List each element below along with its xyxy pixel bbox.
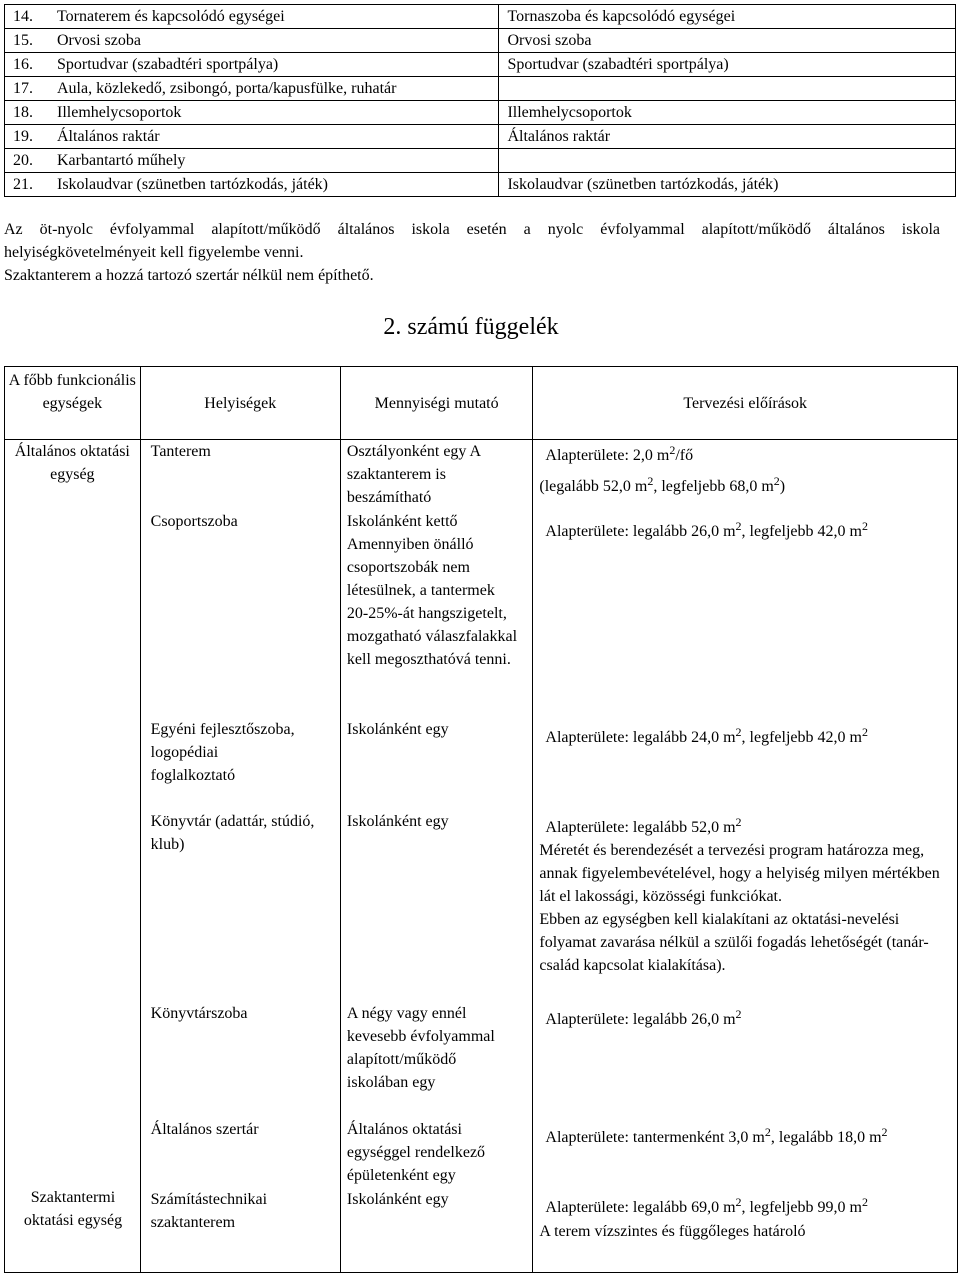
spec-tanterem-range-end: ): [779, 478, 786, 495]
spec-fejleszto-text: Alapterülete: legalább 24,0 m: [545, 729, 736, 746]
spec-tanterem: [539, 444, 949, 498]
spec-sup: 2: [735, 1007, 742, 1021]
quantity-cell: [340, 440, 533, 1273]
room-name-right: Tornaszoba és kapcsolódó egységei: [499, 5, 956, 29]
requirements-paragraph: [4, 218, 940, 287]
spec-szertar-text2: , legalább 18,0 m: [770, 1129, 882, 1146]
spec-sup: 2: [669, 443, 676, 457]
spec-tanterem-area-unit: /fő: [675, 447, 694, 464]
quantity-fejleszto: Iskolánként egy: [346, 721, 449, 738]
spec-szamitastechnika-text2: , legfeljebb 99,0 m: [741, 1199, 862, 1216]
room-number: 18.: [13, 104, 33, 121]
room-name-left: Karbantartó műhely: [57, 152, 186, 169]
spec-konyvtar: [539, 816, 949, 977]
room-number: 16.: [13, 56, 33, 73]
room-list-cell-left: [5, 53, 499, 77]
room-name-right: Illemhelycsoportok: [499, 101, 956, 125]
room-list-cell-left: [5, 77, 499, 101]
room-list-cell-left: [5, 5, 499, 29]
spec-sup: 2: [861, 519, 868, 533]
room-name-left: Orvosi szoba: [57, 32, 141, 49]
room-fejleszto: Egyéni fejlesztőszoba, logopédiai foglalkoztató: [150, 721, 295, 784]
appendix-title: 2. számú függelék: [383, 314, 559, 340]
spec-fejleszto-text2: , legfeljebb 42,0 m: [741, 729, 862, 746]
room-name-left: Aula, közlekedő, zsibongó, porta/kapusfülke, ruhatár: [57, 80, 397, 97]
spec-sup: 2: [735, 519, 742, 533]
specs-cell: [533, 440, 958, 1273]
spec-sup: 2: [735, 815, 742, 829]
spec-csoportszoba-text2: , legfeljebb 42,0 m: [741, 523, 862, 540]
room-list-table: [4, 4, 956, 197]
spec-konyvtar-area: [539, 816, 949, 839]
room-konyvtarszoba: Könyvtárszoba: [150, 1005, 248, 1022]
spec-szamitastechnika-walls: A terem vízszintes és függőleges határoló: [539, 1223, 806, 1240]
spec-sup: 2: [773, 474, 780, 488]
functional-units-cell: [5, 440, 141, 1273]
quantity-szamitastechnika: Iskolánként egy: [346, 1191, 449, 1208]
spec-csoportszoba-text: Alapterülete: legalább 26,0 m: [545, 523, 736, 540]
room-name-right: [499, 149, 956, 173]
spec-konyvtar-parent: Ebben az egységben kell kialakítani az oktatási-nevelési folyamat zavarása nélkül a szülői fogadás lehetőségét (tanár-család kapcsolat kialakítása).: [539, 911, 929, 974]
spec-sup: 2: [735, 1195, 742, 1209]
functional-unit-subject: Szaktantermi oktatási egység: [23, 1189, 123, 1229]
spec-sup: 2: [647, 474, 654, 488]
table-header-row: [5, 367, 958, 440]
header-quantity: Mennyiségi mutató: [340, 367, 533, 440]
room-list-row: [5, 173, 956, 197]
spec-tanterem-area-text: Alapterülete: 2,0 m: [545, 447, 670, 464]
spec-konyvtar-area-text: Alapterülete: legalább 52,0 m: [545, 819, 736, 836]
spec-sup: 2: [764, 1125, 771, 1139]
room-number: 15.: [13, 32, 33, 49]
functional-unit-general: Általános oktatási egység: [14, 443, 130, 483]
header-rooms: Helyiségek: [140, 367, 340, 440]
spec-sup: 2: [881, 1125, 888, 1139]
room-name-right: [499, 77, 956, 101]
spec-tanterem-area: [539, 444, 949, 467]
room-name-right: Orvosi szoba: [499, 29, 956, 53]
rooms-cell: [140, 440, 340, 1273]
spec-sup: 2: [861, 725, 868, 739]
spec-csoportszoba: [539, 516, 955, 548]
table-body-row: [5, 440, 958, 1273]
room-list-row: [5, 53, 956, 77]
room-number: 19.: [13, 128, 33, 145]
room-csoportszoba: Csoportszoba: [150, 513, 238, 530]
room-list-row: [5, 77, 956, 101]
room-list-cell-left: [5, 29, 499, 53]
room-konyvtar: Könyvtár (adattár, stúdió, klub): [150, 813, 315, 853]
room-list-row: [5, 125, 956, 149]
header-col1-text: A főbb funkcionális egységek: [8, 372, 136, 412]
spec-fejleszto: [539, 722, 955, 754]
header-design-specs: Tervezési előírások: [533, 367, 958, 440]
room-name-right: Iskolaudvar (szünetben tartózkodás, játék): [499, 173, 956, 197]
room-list-row: [5, 5, 956, 29]
spec-tanterem-range-text: (legalább 52,0 m: [539, 478, 648, 495]
room-name-right: Általános raktár: [499, 125, 956, 149]
spec-sup: 2: [861, 1195, 868, 1209]
header-functional-units: [5, 367, 141, 440]
room-tanterem: Tanterem: [150, 443, 211, 460]
quantity-tanterem: Osztályonként egy A szaktanterem is beszámítható: [346, 443, 481, 506]
quantity-konyvtar: Iskolánként egy: [346, 813, 449, 830]
room-list-row: [5, 29, 956, 53]
room-name-right: Sportudvar (szabadtéri sportpálya): [499, 53, 956, 77]
appendix-table: [4, 366, 958, 1273]
spec-szamitastechnika: [539, 1192, 949, 1243]
paragraph-line-1: Az öt-nyolc évfolyammal alapított/működő általános iskola esetén a nyolc évfolyammal alapított/működő általános iskola helyiségkövetelményeit kell figyelembe venni.: [4, 221, 940, 261]
room-name-left: Általános raktár: [57, 128, 160, 145]
spec-szamitastechnika-text: Alapterülete: legalább 69,0 m: [545, 1199, 736, 1216]
quantity-csoportszoba: Iskolánként kettő Amennyiben önálló csoportszobák nem létesülnek, a tantermek 20-25%-át hangszigetelt, mozgatható válaszfalakkal kell megoszthatóvá tenni.: [346, 513, 518, 668]
room-name-left: Iskolaudvar (szünetben tartózkodás, játék): [57, 176, 329, 193]
room-altalanos-szertar: Általános szertár: [150, 1121, 259, 1138]
room-list-cell-left: [5, 149, 499, 173]
room-number: 21.: [13, 176, 33, 193]
spec-konyvtar-size: Méretét és berendezését a tervezési program határozza meg, annak figyelembevételével, hogy a helyiség milyen mértékben lát el lakossági, közösségi funkciókat.: [539, 842, 940, 905]
room-number: 20.: [13, 152, 33, 169]
spec-tanterem-range: [539, 475, 949, 498]
room-list-cell-left: [5, 101, 499, 125]
room-list-row: [5, 101, 956, 125]
spec-konyvtarszoba-text: Alapterülete: legalább 26,0 m: [545, 1011, 736, 1028]
room-list-cell-left: [5, 125, 499, 149]
quantity-konyvtarszoba: A négy vagy ennél kevesebb évfolyammal alapított/működő iskolában egy: [346, 1005, 495, 1091]
spec-szertar-text: Alapterülete: tantermenként 3,0 m: [545, 1129, 765, 1146]
room-number: 17.: [13, 80, 33, 97]
paragraph-line-2: Szaktanterem a hozzá tartozó szertár nélkül nem építhető.: [4, 267, 374, 284]
room-name-left: Illemhelycsoportok: [57, 104, 182, 121]
room-name-left: Tornaterem és kapcsolódó egységei: [57, 8, 285, 25]
spec-sup: 2: [735, 725, 742, 739]
quantity-altalanos-szertar: Általános oktatási egységgel rendelkező épületenként egy: [346, 1121, 486, 1184]
spec-tanterem-range-text2: , legfeljebb 68,0 m: [653, 478, 774, 495]
room-list-row: [5, 149, 956, 173]
spec-altalanos-szertar: [539, 1122, 955, 1154]
room-number: 14.: [13, 8, 33, 25]
room-list-cell-left: [5, 173, 499, 197]
spec-konyvtarszoba: [539, 1008, 955, 1031]
room-szamitastechnika: Számítástechnikai szaktanterem: [150, 1191, 268, 1231]
room-name-left: Sportudvar (szabadtéri sportpálya): [57, 56, 279, 73]
